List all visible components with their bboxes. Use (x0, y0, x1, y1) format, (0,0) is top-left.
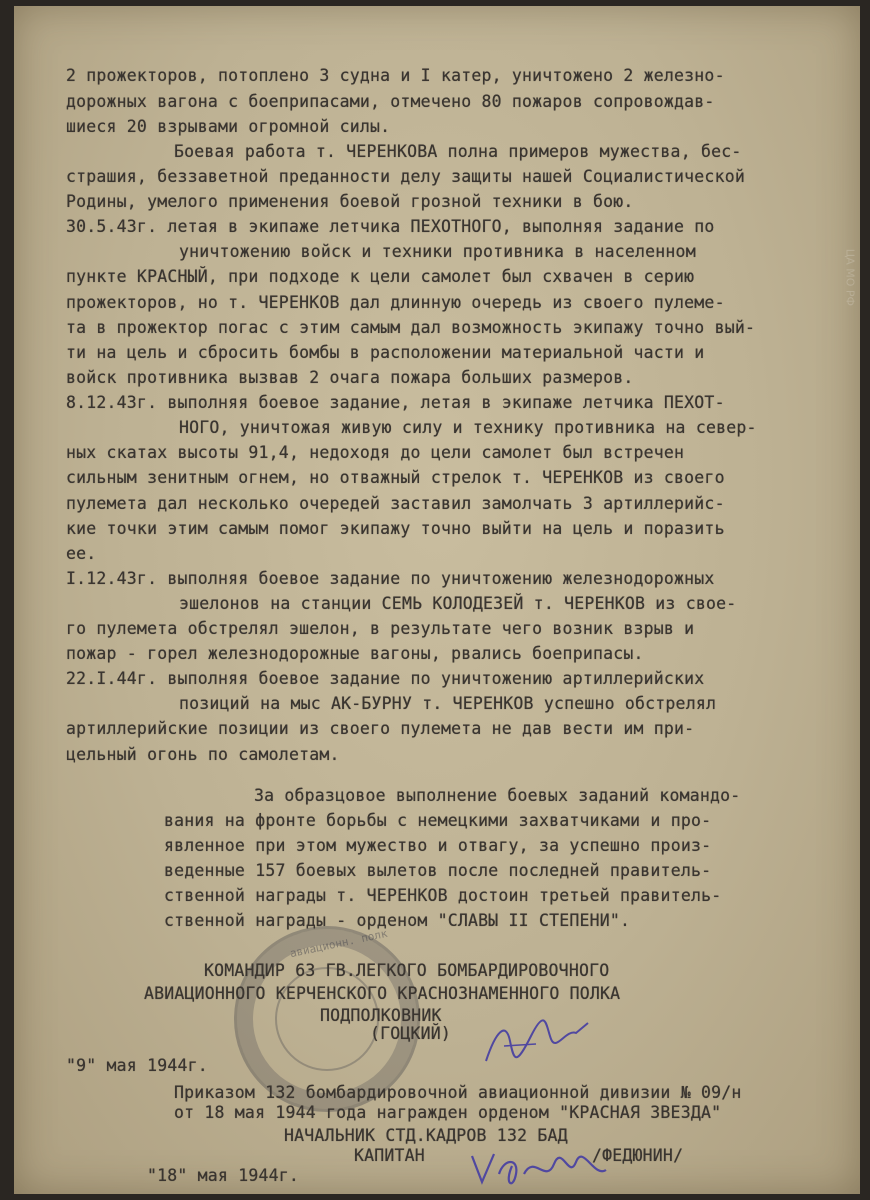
text-line: ственной награды т. ЧЕРЕНКОВ достоин третьей правитель- (164, 886, 722, 905)
text-line: пожар - горел железнодорожные вагоны, рвались боеприпасы. (66, 644, 644, 663)
text-line: 8.12.43г. выполняя боевое задание, летая в экипаже летчика ПЕХОТ- (66, 393, 725, 412)
personnel-chief-signature (464, 1144, 614, 1194)
personnel-chief-rank: КАПИТАН (354, 1146, 425, 1165)
text-line: ных скатах высоты 91,4, недоходя до цели самолет был встречен (66, 443, 685, 462)
text-line: эшелонов на станции СЕМЬ КОЛОДЕЗЕЙ т. ЧЕРЕНКОВ из свое- (179, 594, 737, 613)
text-line: цельный огонь по самолетам. (66, 745, 340, 764)
text-line: кие точки этим самым помог экипажу точно выйти на цель и поразить (66, 519, 725, 538)
text-line: уничтожению войск и техники противника в населенном (179, 242, 696, 261)
text-line: ственной награды - орденом "СЛАВЫ II СТЕПЕНИ". (164, 911, 631, 930)
date-signed: "9" мая 1944г. (66, 1056, 208, 1075)
commander-signature (476, 1011, 596, 1071)
text-line: веденные 157 боевых вылетов после последней правитель- (164, 861, 712, 880)
regiment-name: АВИАЦИОННОГО КЕРЧЕНСКОГО КРАСНОЗНАМЕННОГО ПОЛКА (144, 984, 621, 1003)
text-line: НОГО, уничтожая живую силу и технику противника на север- (179, 418, 757, 437)
text-line: сильным зенитным огнем, но отважный стрелок т. ЧЕРЕНКОВ из своего (66, 468, 725, 487)
text-line: вания на фронте борьбы с немецкими захватчиками и про- (164, 811, 712, 830)
commander-rank: ПОДПОЛКОВНИК (320, 1006, 442, 1025)
order-line: Приказом 132 бомбардировочной авиационной дивизии № 09/н (174, 1083, 742, 1102)
text-line: 2 прожекторов, потоплено 3 судна и I катер, уничтожено 2 железно- (66, 66, 725, 85)
document-page (14, 6, 860, 1194)
text-line: Боевая работа т. ЧЕРЕНКОВА полна примеров мужества, бес- (174, 142, 742, 161)
archive-watermark: ЦА МО РФ (843, 248, 856, 306)
text-line: прожекторов, но т. ЧЕРЕНКОВ дал длинную очередь из своего пулеме- (66, 293, 725, 312)
text-line: артиллерийские позиции из своего пулемета не дав вести им при- (66, 719, 695, 738)
commander-title: КОМАНДИР 63 ГВ.ЛЕГКОГО БОМБАРДИРОВОЧНОГО (204, 961, 610, 980)
text-line: За образцовое выполнение боевых заданий командо- (254, 786, 741, 805)
text-line: 22.I.44г. выполняя боевое задание по уничтожению артиллерийских (66, 669, 705, 688)
personnel-chief-title: НАЧАЛЬНИК СТД.КАДРОВ 132 БАД (284, 1126, 568, 1145)
text-line: явленное при этом мужество и отвагу, за успешно произ- (164, 836, 712, 855)
text-line: шиеся 20 взрывами огромной силы. (66, 117, 391, 136)
text-line: Родины, умелого применения боевой грозной техники в бою. (66, 192, 634, 211)
order-line: от 18 мая 1944 года награжден орденом "КРАСНАЯ ЗВЕЗДА" (174, 1103, 722, 1122)
text-line: пункте КРАСНЫЙ, при подходе к цели самолет был схвачен в серию (66, 267, 695, 286)
text-line: ти на цель и сбросить бомбы в расположении материальной части и (66, 343, 705, 362)
text-line: I.12.43г. выполняя боевое задание по уничтожению железнодорожных (66, 569, 715, 588)
text-line: ее. (66, 544, 97, 563)
text-line: войск противника вызвав 2 очага пожара больших размеров. (66, 368, 634, 387)
date-awarded: "18" мая 1944г. (147, 1166, 300, 1185)
text-line: го пулемета обстрелял эшелон, в результате чего возник взрыв и (66, 619, 695, 638)
text-line: страшия, беззаветной преданности делу защиты нашей Социалистической (66, 167, 745, 186)
text-line: 30.5.43г. летая в экипаже летчика ПЕХОТНОГО, выполняя задание по (66, 217, 715, 236)
text-line: позиций на мыс АК-БУРНУ т. ЧЕРЕНКОВ успешно обстрелял (179, 694, 717, 713)
text-line: дорожных вагона с боеприпасами, отмечено 80 пожаров сопровождав- (66, 92, 715, 111)
text-line: та в прожектор погас с этим самым дал возможность экипажу точно вый- (66, 318, 756, 337)
personnel-chief-name: /ФЕДЮНИН/ (592, 1146, 684, 1165)
text-line: пулемета дал несколько очередей заставил замолчать 3 артиллерийс- (66, 494, 725, 513)
stamp-text: авиационн. полк (288, 926, 389, 961)
commander-name: (ГОЦКИЙ) (370, 1024, 452, 1043)
